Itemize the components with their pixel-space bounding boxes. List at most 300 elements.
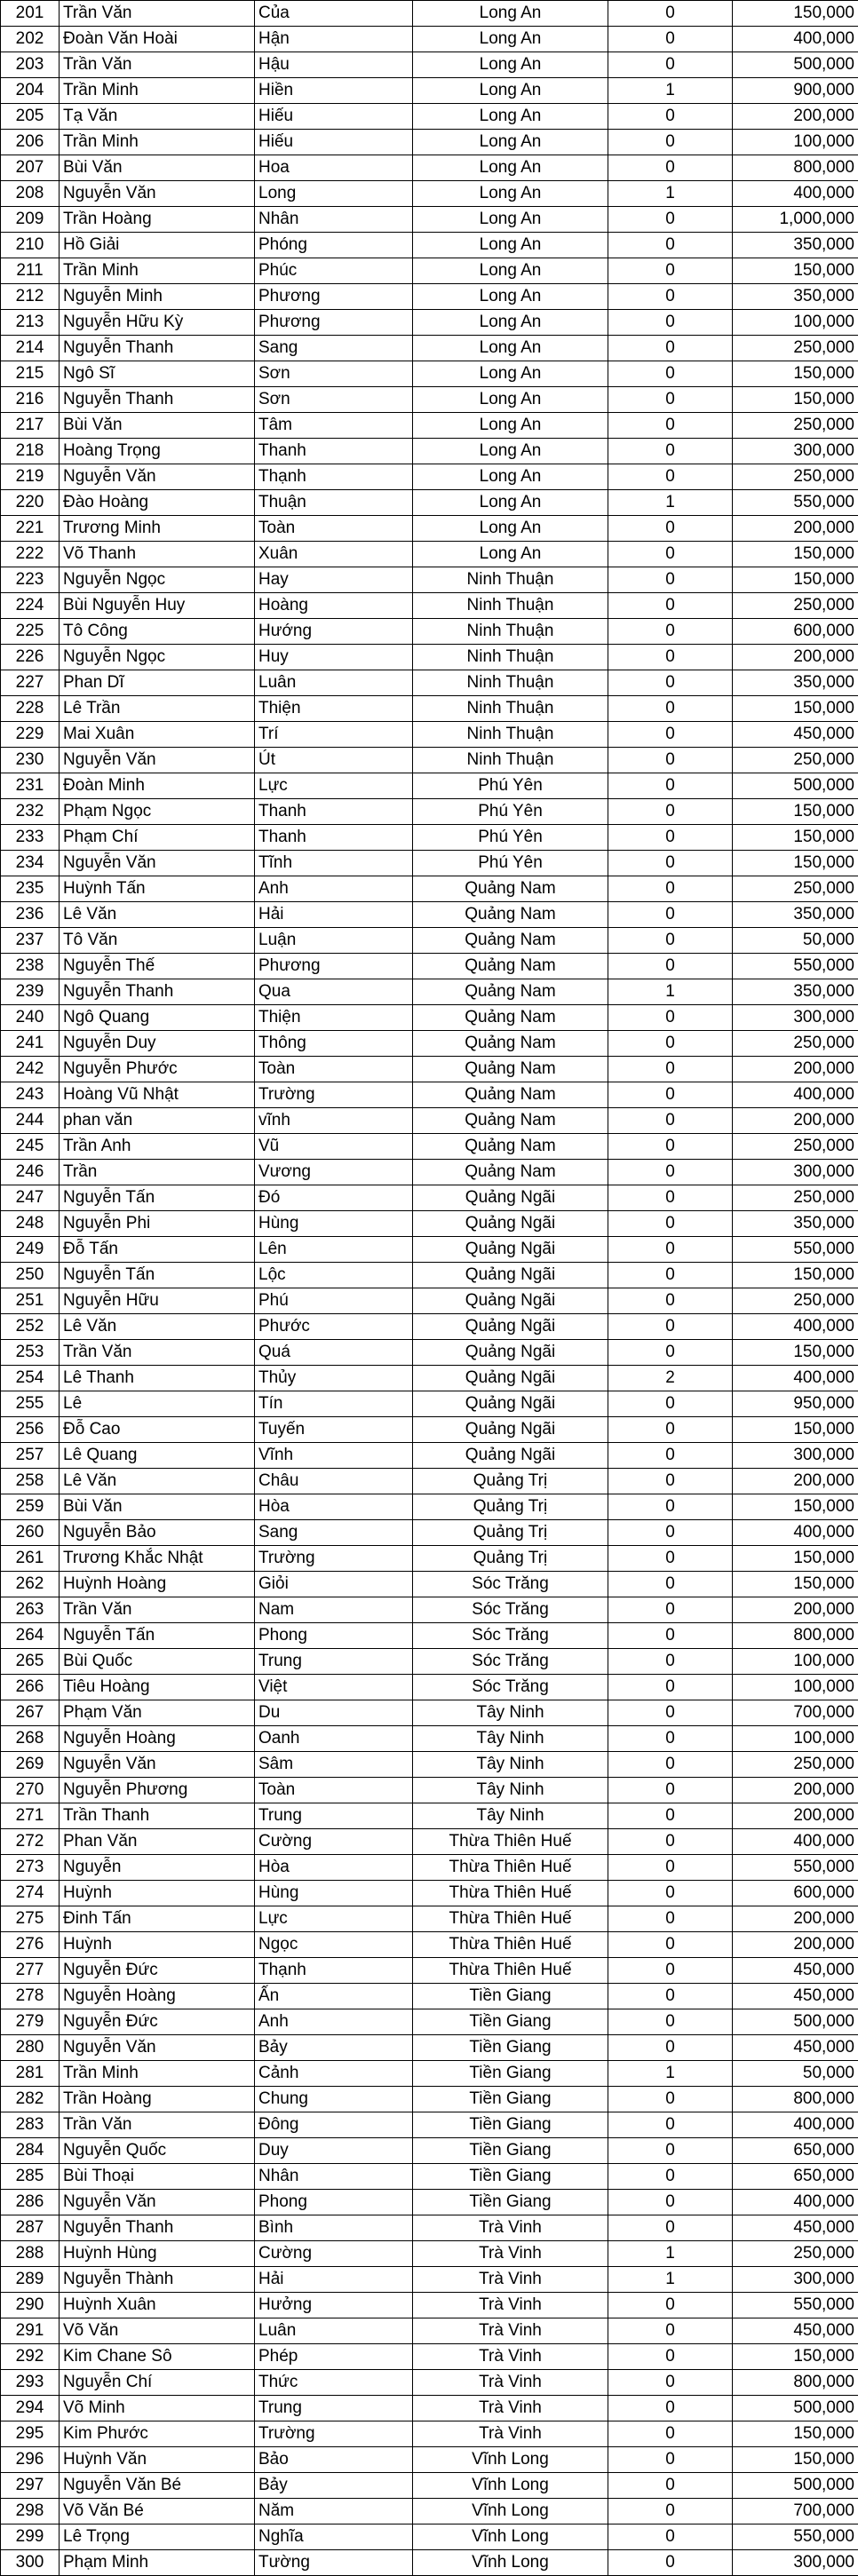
cell-stt: 296 <box>1 2447 60 2473</box>
cell-stt: 265 <box>1 1649 60 1675</box>
cell-ten: Tĩnh <box>255 851 413 876</box>
cell-so-tien: 100,000 <box>733 1649 858 1675</box>
cell-so-luong: 0 <box>608 387 733 413</box>
table-row <box>1 2190 858 2215</box>
cell-so-tien: 350,000 <box>733 1211 858 1237</box>
cell-tinh: Tiền Giang <box>413 1984 608 2009</box>
table-row <box>1 1391 858 1417</box>
cell-tinh: Trà Vinh <box>413 2241 608 2267</box>
cell-so-tien: 150,000 <box>733 1572 858 1597</box>
cell-stt: 231 <box>1 773 60 799</box>
cell-so-tien: 350,000 <box>733 284 858 310</box>
cell-ten: Tâm <box>255 413 413 439</box>
cell-tinh: Long An <box>413 336 608 361</box>
cell-ho-dem: Nguyễn Hoàng <box>60 1726 255 1752</box>
cell-stt: 295 <box>1 2421 60 2447</box>
cell-ten: Thanh <box>255 799 413 825</box>
cell-ten: Hoàng <box>255 593 413 619</box>
cell-stt: 241 <box>1 1031 60 1057</box>
cell-ten: Bảy <box>255 2035 413 2061</box>
cell-ten: Thuận <box>255 490 413 516</box>
cell-stt: 273 <box>1 1855 60 1881</box>
cell-tinh: Quảng Trị <box>413 1520 608 1546</box>
cell-so-tien: 150,000 <box>733 1 858 27</box>
cell-ho-dem: Trần Văn <box>60 2112 255 2138</box>
cell-ten: Phương <box>255 954 413 979</box>
cell-ho-dem: Trương Khắc Nhật <box>60 1546 255 1572</box>
cell-so-tien: 400,000 <box>733 181 858 207</box>
cell-ten: Qua <box>255 979 413 1005</box>
cell-ho-dem: phan văn <box>60 1108 255 1134</box>
cell-stt: 224 <box>1 593 60 619</box>
cell-so-tien: 300,000 <box>733 1160 858 1185</box>
cell-so-tien: 700,000 <box>733 2499 858 2524</box>
table-row <box>1 2370 858 2396</box>
table-row <box>1 851 858 876</box>
table-row <box>1 2396 858 2421</box>
cell-so-tien: 200,000 <box>733 104 858 130</box>
cell-so-luong: 0 <box>608 1700 733 1726</box>
table-row <box>1 1855 858 1881</box>
cell-tinh: Vĩnh Long <box>413 2524 608 2550</box>
cell-stt: 209 <box>1 207 60 233</box>
cell-ho-dem: Nguyễn Văn <box>60 851 255 876</box>
cell-so-luong: 0 <box>608 1443 733 1469</box>
cell-stt: 254 <box>1 1366 60 1391</box>
table-row <box>1 104 858 130</box>
cell-tinh: Long An <box>413 310 608 336</box>
cell-so-luong: 0 <box>608 1 733 27</box>
cell-tinh: Quảng Nam <box>413 1057 608 1082</box>
cell-ten: Hùng <box>255 1881 413 1906</box>
cell-stt: 298 <box>1 2499 60 2524</box>
cell-so-luong: 0 <box>608 542 733 567</box>
cell-ho-dem: Ngô Sĩ <box>60 361 255 387</box>
cell-so-tien: 450,000 <box>733 2035 858 2061</box>
cell-so-luong: 0 <box>608 2550 733 2576</box>
cell-ten: Duy <box>255 2138 413 2164</box>
cell-ten: vĩnh <box>255 1108 413 1134</box>
cell-stt: 216 <box>1 387 60 413</box>
cell-so-luong: 0 <box>608 1417 733 1443</box>
table-row <box>1 439 858 464</box>
cell-stt: 286 <box>1 2190 60 2215</box>
cell-ten: Đông <box>255 2112 413 2138</box>
cell-stt: 243 <box>1 1082 60 1108</box>
cell-so-tien: 100,000 <box>733 1675 858 1700</box>
table-row <box>1 1237 858 1263</box>
cell-so-luong: 0 <box>608 876 733 902</box>
cell-so-tien: 200,000 <box>733 645 858 670</box>
table-row <box>1 2112 858 2138</box>
cell-so-tien: 400,000 <box>733 2112 858 2138</box>
cell-ten: Thức <box>255 2370 413 2396</box>
cell-tinh: Long An <box>413 413 608 439</box>
cell-stt: 275 <box>1 1906 60 1932</box>
cell-ho-dem: Nguyễn Duy <box>60 1031 255 1057</box>
cell-ho-dem: Nguyễn Thanh <box>60 387 255 413</box>
cell-stt: 223 <box>1 567 60 593</box>
cell-ten: Lên <box>255 1237 413 1263</box>
cell-ho-dem: Trần Hoàng <box>60 2087 255 2112</box>
cell-ho-dem: Huỳnh Văn <box>60 2447 255 2473</box>
cell-so-luong: 0 <box>608 1263 733 1288</box>
cell-so-luong: 0 <box>608 1932 733 1958</box>
cell-ho-dem: Nguyễn Văn <box>60 2035 255 2061</box>
cell-so-luong: 0 <box>608 2293 733 2318</box>
cell-so-tien: 150,000 <box>733 825 858 851</box>
cell-tinh: Quảng Ngãi <box>413 1391 608 1417</box>
cell-so-tien: 150,000 <box>733 1340 858 1366</box>
cell-tinh: Quảng Nam <box>413 1082 608 1108</box>
cell-tinh: Tây Ninh <box>413 1803 608 1829</box>
cell-so-tien: 550,000 <box>733 1855 858 1881</box>
table-row <box>1 1597 858 1623</box>
table-row <box>1 2499 858 2524</box>
cell-stt: 264 <box>1 1623 60 1649</box>
cell-ten: Toàn <box>255 1057 413 1082</box>
cell-ten: Đó <box>255 1185 413 1211</box>
cell-ten: Hiền <box>255 78 413 104</box>
cell-stt: 285 <box>1 2164 60 2190</box>
cell-tinh: Tây Ninh <box>413 1726 608 1752</box>
cell-so-luong: 0 <box>608 2087 733 2112</box>
table-row <box>1 1829 858 1855</box>
cell-ten: Sơn <box>255 361 413 387</box>
cell-so-luong: 0 <box>608 284 733 310</box>
table-row <box>1 2473 858 2499</box>
cell-so-tien: 400,000 <box>733 1082 858 1108</box>
table-row <box>1 310 858 336</box>
cell-ten: Anh <box>255 876 413 902</box>
cell-ho-dem: Nguyễn Thanh <box>60 336 255 361</box>
cell-stt: 287 <box>1 2215 60 2241</box>
cell-tinh: Trà Vinh <box>413 2421 608 2447</box>
cell-tinh: Vĩnh Long <box>413 2473 608 2499</box>
cell-so-luong: 0 <box>608 2318 733 2344</box>
cell-stt: 232 <box>1 799 60 825</box>
cell-ten: Lực <box>255 773 413 799</box>
cell-stt: 249 <box>1 1237 60 1263</box>
table-row <box>1 387 858 413</box>
cell-ten: Phú <box>255 1288 413 1314</box>
cell-so-tien: 450,000 <box>733 2215 858 2241</box>
cell-so-luong: 0 <box>608 413 733 439</box>
cell-ho-dem: Phạm Chí <box>60 825 255 851</box>
cell-ho-dem: Nguyễn Văn <box>60 1752 255 1778</box>
cell-so-luong: 0 <box>608 258 733 284</box>
cell-stt: 283 <box>1 2112 60 2138</box>
cell-so-luong: 2 <box>608 1366 733 1391</box>
cell-ten: Quá <box>255 1340 413 1366</box>
cell-stt: 237 <box>1 928 60 954</box>
cell-tinh: Trà Vinh <box>413 2318 608 2344</box>
cell-ho-dem: Nguyễn Hữu Kỳ <box>60 310 255 336</box>
cell-stt: 297 <box>1 2473 60 2499</box>
table-row <box>1 1649 858 1675</box>
cell-ten: Trí <box>255 722 413 748</box>
cell-so-luong: 0 <box>608 2421 733 2447</box>
cell-ten: Của <box>255 1 413 27</box>
cell-ten: Vương <box>255 1160 413 1185</box>
cell-tinh: Quảng Ngãi <box>413 1211 608 1237</box>
cell-so-tien: 550,000 <box>733 490 858 516</box>
cell-ho-dem: Ngô Quang <box>60 1005 255 1031</box>
cell-so-tien: 450,000 <box>733 1958 858 1984</box>
table-row <box>1 130 858 155</box>
cell-stt: 256 <box>1 1417 60 1443</box>
table-row <box>1 1906 858 1932</box>
cell-tinh: Quảng Ngãi <box>413 1263 608 1288</box>
cell-stt: 277 <box>1 1958 60 1984</box>
cell-so-tien: 500,000 <box>733 2009 858 2035</box>
table-row <box>1 2241 858 2267</box>
cell-stt: 281 <box>1 2061 60 2087</box>
cell-ho-dem: Nguyễn Hữu <box>60 1288 255 1314</box>
cell-stt: 233 <box>1 825 60 851</box>
cell-stt: 269 <box>1 1752 60 1778</box>
cell-ho-dem: Trần Minh <box>60 2061 255 2087</box>
cell-so-luong: 0 <box>608 1597 733 1623</box>
table-row <box>1 207 858 233</box>
cell-stt: 284 <box>1 2138 60 2164</box>
cell-ho-dem: Trần Minh <box>60 78 255 104</box>
cell-stt: 205 <box>1 104 60 130</box>
cell-so-tien: 650,000 <box>733 2164 858 2190</box>
cell-tinh: Long An <box>413 104 608 130</box>
table-row <box>1 155 858 181</box>
cell-ten: Hận <box>255 27 413 52</box>
cell-tinh: Long An <box>413 78 608 104</box>
table-row <box>1 1443 858 1469</box>
cell-so-tien: 250,000 <box>733 748 858 773</box>
table-row <box>1 542 858 567</box>
cell-ten: Nhân <box>255 207 413 233</box>
cell-ho-dem: Nguyễn Quốc <box>60 2138 255 2164</box>
cell-ten: Tường <box>255 2550 413 2576</box>
cell-tinh: Quảng Nam <box>413 902 608 928</box>
cell-ho-dem: Nguyễn Đức <box>60 2009 255 2035</box>
cell-so-tien: 200,000 <box>733 1108 858 1134</box>
cell-so-luong: 0 <box>608 954 733 979</box>
cell-so-tien: 300,000 <box>733 439 858 464</box>
cell-stt: 293 <box>1 2370 60 2396</box>
cell-tinh: Thừa Thiên Huế <box>413 1881 608 1906</box>
cell-so-luong: 0 <box>608 2190 733 2215</box>
table-row <box>1 902 858 928</box>
cell-tinh: Ninh Thuận <box>413 593 608 619</box>
cell-stt: 294 <box>1 2396 60 2421</box>
cell-stt: 274 <box>1 1881 60 1906</box>
cell-ten: Hoa <box>255 155 413 181</box>
cell-ho-dem: Trần <box>60 1160 255 1185</box>
cell-so-luong: 0 <box>608 1675 733 1700</box>
table-row <box>1 464 858 490</box>
cell-tinh: Ninh Thuận <box>413 696 608 722</box>
cell-tinh: Quảng Nam <box>413 928 608 954</box>
cell-ten: Trường <box>255 1546 413 1572</box>
cell-so-tien: 150,000 <box>733 2344 858 2370</box>
cell-ho-dem: Bùi Quốc <box>60 1649 255 1675</box>
cell-stt: 270 <box>1 1778 60 1803</box>
cell-so-tien: 550,000 <box>733 2524 858 2550</box>
cell-stt: 290 <box>1 2293 60 2318</box>
table-row <box>1 27 858 52</box>
cell-so-tien: 150,000 <box>733 1263 858 1288</box>
cell-so-luong: 0 <box>608 593 733 619</box>
cell-tinh: Tây Ninh <box>413 1700 608 1726</box>
cell-so-tien: 200,000 <box>733 1778 858 1803</box>
cell-tinh: Tiền Giang <box>413 2138 608 2164</box>
table-row <box>1 593 858 619</box>
cell-ho-dem: Huỳnh Xuân <box>60 2293 255 2318</box>
cell-ten: Thiện <box>255 696 413 722</box>
table-row <box>1 825 858 851</box>
cell-so-tien: 600,000 <box>733 1881 858 1906</box>
cell-tinh: Thừa Thiên Huế <box>413 1829 608 1855</box>
cell-stt: 238 <box>1 954 60 979</box>
cell-so-tien: 400,000 <box>733 27 858 52</box>
cell-tinh: Long An <box>413 233 608 258</box>
cell-ho-dem: Võ Minh <box>60 2396 255 2421</box>
cell-stt: 222 <box>1 542 60 567</box>
cell-stt: 257 <box>1 1443 60 1469</box>
cell-tinh: Sóc Trăng <box>413 1572 608 1597</box>
cell-tinh: Quảng Ngãi <box>413 1185 608 1211</box>
cell-ten: Cảnh <box>255 2061 413 2087</box>
cell-so-tien: 550,000 <box>733 1237 858 1263</box>
cell-ten: Trung <box>255 1649 413 1675</box>
cell-so-luong: 0 <box>608 2447 733 2473</box>
cell-so-luong: 0 <box>608 1314 733 1340</box>
cell-ten: Du <box>255 1700 413 1726</box>
cell-tinh: Long An <box>413 52 608 78</box>
cell-ho-dem: Trần Thanh <box>60 1803 255 1829</box>
cell-so-luong: 0 <box>608 1211 733 1237</box>
table-row <box>1 979 858 1005</box>
cell-ten: Sơn <box>255 387 413 413</box>
cell-so-luong: 0 <box>608 1881 733 1906</box>
table-row <box>1 52 858 78</box>
cell-ten: Việt <box>255 1675 413 1700</box>
table-row <box>1 928 858 954</box>
cell-ho-dem: Mai Xuân <box>60 722 255 748</box>
table-row <box>1 2164 858 2190</box>
cell-so-tien: 100,000 <box>733 130 858 155</box>
cell-so-luong: 0 <box>608 567 733 593</box>
table-row <box>1 1778 858 1803</box>
cell-stt: 272 <box>1 1829 60 1855</box>
cell-ten: Phương <box>255 310 413 336</box>
cell-ho-dem: Nguyễn Chí <box>60 2370 255 2396</box>
table-row <box>1 696 858 722</box>
cell-so-luong: 0 <box>608 748 733 773</box>
cell-so-tien: 50,000 <box>733 2061 858 2087</box>
cell-so-luong: 0 <box>608 1572 733 1597</box>
cell-so-tien: 550,000 <box>733 2293 858 2318</box>
cell-stt: 276 <box>1 1932 60 1958</box>
cell-ho-dem: Bùi Văn <box>60 413 255 439</box>
cell-so-luong: 0 <box>608 1803 733 1829</box>
cell-so-luong: 0 <box>608 825 733 851</box>
cell-so-luong: 0 <box>608 2499 733 2524</box>
table-row <box>1 799 858 825</box>
cell-ho-dem: Hoàng Trọng <box>60 439 255 464</box>
cell-ten: Ngọc <box>255 1932 413 1958</box>
cell-so-luong: 0 <box>608 336 733 361</box>
cell-ten: Út <box>255 748 413 773</box>
cell-so-luong: 0 <box>608 27 733 52</box>
cell-ten: Sang <box>255 1520 413 1546</box>
cell-so-luong: 0 <box>608 1340 733 1366</box>
cell-so-luong: 0 <box>608 645 733 670</box>
table-row <box>1 1752 858 1778</box>
cell-ho-dem: Trần Văn <box>60 1597 255 1623</box>
cell-tinh: Sóc Trăng <box>413 1623 608 1649</box>
table-row <box>1 336 858 361</box>
table-row <box>1 1726 858 1752</box>
cell-tinh: Long An <box>413 490 608 516</box>
table-row <box>1 2087 858 2112</box>
cell-stt: 258 <box>1 1469 60 1494</box>
cell-tinh: Quảng Nam <box>413 1031 608 1057</box>
cell-stt: 292 <box>1 2344 60 2370</box>
table-row <box>1 876 858 902</box>
cell-so-tien: 450,000 <box>733 1984 858 2009</box>
cell-ten: Sang <box>255 336 413 361</box>
cell-tinh: Quảng Ngãi <box>413 1340 608 1366</box>
cell-so-tien: 200,000 <box>733 1932 858 1958</box>
cell-tinh: Sóc Trăng <box>413 1675 608 1700</box>
cell-ten: Hưởng <box>255 2293 413 2318</box>
cell-ho-dem: Kim Phước <box>60 2421 255 2447</box>
cell-ten: Phép <box>255 2344 413 2370</box>
cell-ten: Huy <box>255 645 413 670</box>
cell-so-tien: 900,000 <box>733 78 858 104</box>
table-row <box>1 2318 858 2344</box>
cell-so-luong: 0 <box>608 1546 733 1572</box>
cell-tinh: Quảng Nam <box>413 954 608 979</box>
cell-ten: Vĩnh <box>255 1443 413 1469</box>
cell-ho-dem: Lê Quang <box>60 1443 255 1469</box>
cell-so-luong: 0 <box>608 2009 733 2035</box>
table-row <box>1 1 858 27</box>
cell-so-luong: 0 <box>608 1752 733 1778</box>
cell-ho-dem: Phạm Minh <box>60 2550 255 2576</box>
cell-ten: Toàn <box>255 516 413 542</box>
cell-ho-dem: Đào Hoàng <box>60 490 255 516</box>
cell-so-tien: 200,000 <box>733 1803 858 1829</box>
cell-so-luong: 0 <box>608 1958 733 1984</box>
cell-ho-dem: Nguyễn Ngọc <box>60 645 255 670</box>
cell-ten: Hòa <box>255 1494 413 1520</box>
table-row <box>1 1675 858 1700</box>
table-row <box>1 1134 858 1160</box>
cell-so-luong: 0 <box>608 1237 733 1263</box>
cell-so-tien: 250,000 <box>733 336 858 361</box>
cell-so-tien: 400,000 <box>733 2190 858 2215</box>
cell-ho-dem: Trần Văn <box>60 1 255 27</box>
cell-ho-dem: Nguyễn Tấn <box>60 1623 255 1649</box>
cell-tinh: Quảng Ngãi <box>413 1288 608 1314</box>
cell-tinh: Tiền Giang <box>413 2087 608 2112</box>
table-row <box>1 1082 858 1108</box>
cell-tinh: Quảng Ngãi <box>413 1417 608 1443</box>
cell-so-tien: 600,000 <box>733 619 858 645</box>
cell-so-tien: 100,000 <box>733 310 858 336</box>
cell-tinh: Tiền Giang <box>413 2164 608 2190</box>
cell-so-luong: 0 <box>608 1134 733 1160</box>
